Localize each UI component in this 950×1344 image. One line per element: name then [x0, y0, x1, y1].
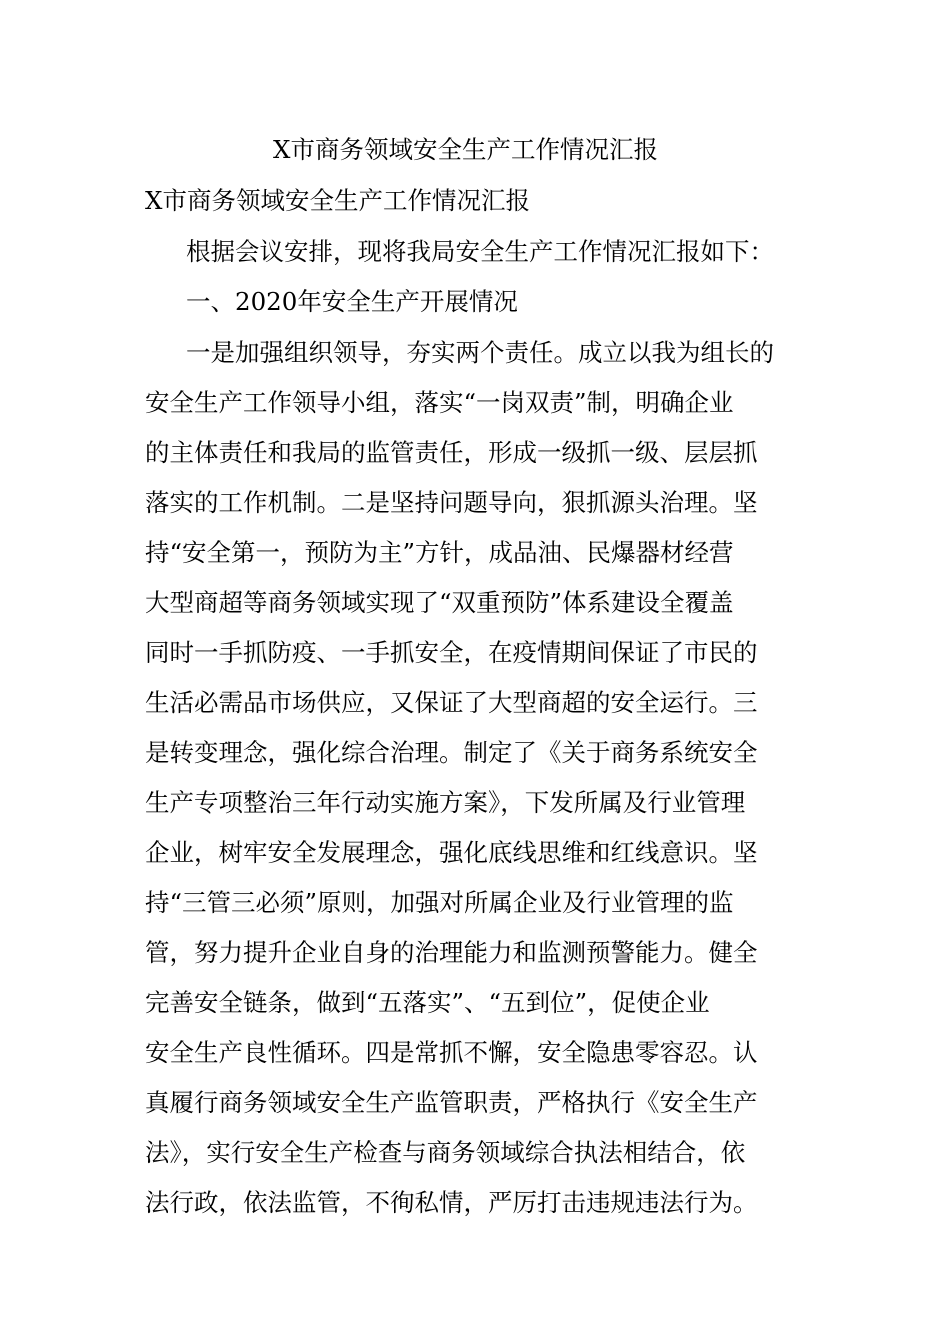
intro-paragraph: 根据会议安排，现将我局安全生产工作情况汇报如下：	[186, 237, 774, 266]
body-line: 同时一手抓防疫、一手抓安全，在疫情期间保证了市民的	[145, 638, 758, 667]
body-line: 的主体责任和我局的监管责任，形成一级抓一级、层层抓	[145, 438, 758, 467]
section-heading: 一、2020年安全生产开展情况	[186, 287, 518, 316]
document-title: X市商务领域安全生产工作情况汇报	[273, 135, 658, 164]
body-line: 持“三管三必须”原则，加强对所属企业及行业管理的监	[145, 888, 734, 917]
body-line: 安全生产良性循环。四是常抓不懈，安全隐患零容忍。认	[145, 1038, 758, 1067]
document-subtitle: X市商务领域安全生产工作情况汇报	[145, 186, 530, 215]
body-line: 是转变理念，强化综合治理。制定了《关于商务系统安全	[145, 738, 758, 767]
body-line: 持“安全第一，预防为主”方针，成品油、民爆器材经营	[145, 538, 734, 567]
body-line: 安全生产工作领导小组，落实“一岗双责”制，明确企业	[145, 388, 734, 417]
body-line: 一是加强组织领导，夯实两个责任。成立以我为组长的	[186, 338, 774, 367]
body-line: 真履行商务领域安全生产监管职责，严格执行《安全生产	[145, 1088, 758, 1117]
body-line: 完善安全链条，做到“五落实”、“五到位”，促使企业	[145, 988, 710, 1017]
body-line: 管，努力提升企业自身的治理能力和监测预警能力。健全	[145, 938, 758, 967]
body-line: 生活必需品市场供应，又保证了大型商超的安全运行。三	[145, 688, 758, 717]
body-line: 法》，实行安全生产检查与商务领域综合执法相结合，依	[145, 1138, 746, 1167]
body-line: 落实的工作机制。二是坚持问题导向，狠抓源头治理。坚	[145, 488, 758, 517]
body-line: 生产专项整治三年行动实施方案》，下发所属及行业管理	[145, 788, 746, 817]
body-line: 法行政，依法监管，不徇私情，严厉打击违规违法行为。	[145, 1188, 758, 1217]
body-line: 企业，树牢安全发展理念，强化底线思维和红线意识。坚	[145, 838, 758, 867]
body-line: 大型商超等商务领域实现了“双重预防”体系建设全覆盖	[145, 588, 734, 617]
